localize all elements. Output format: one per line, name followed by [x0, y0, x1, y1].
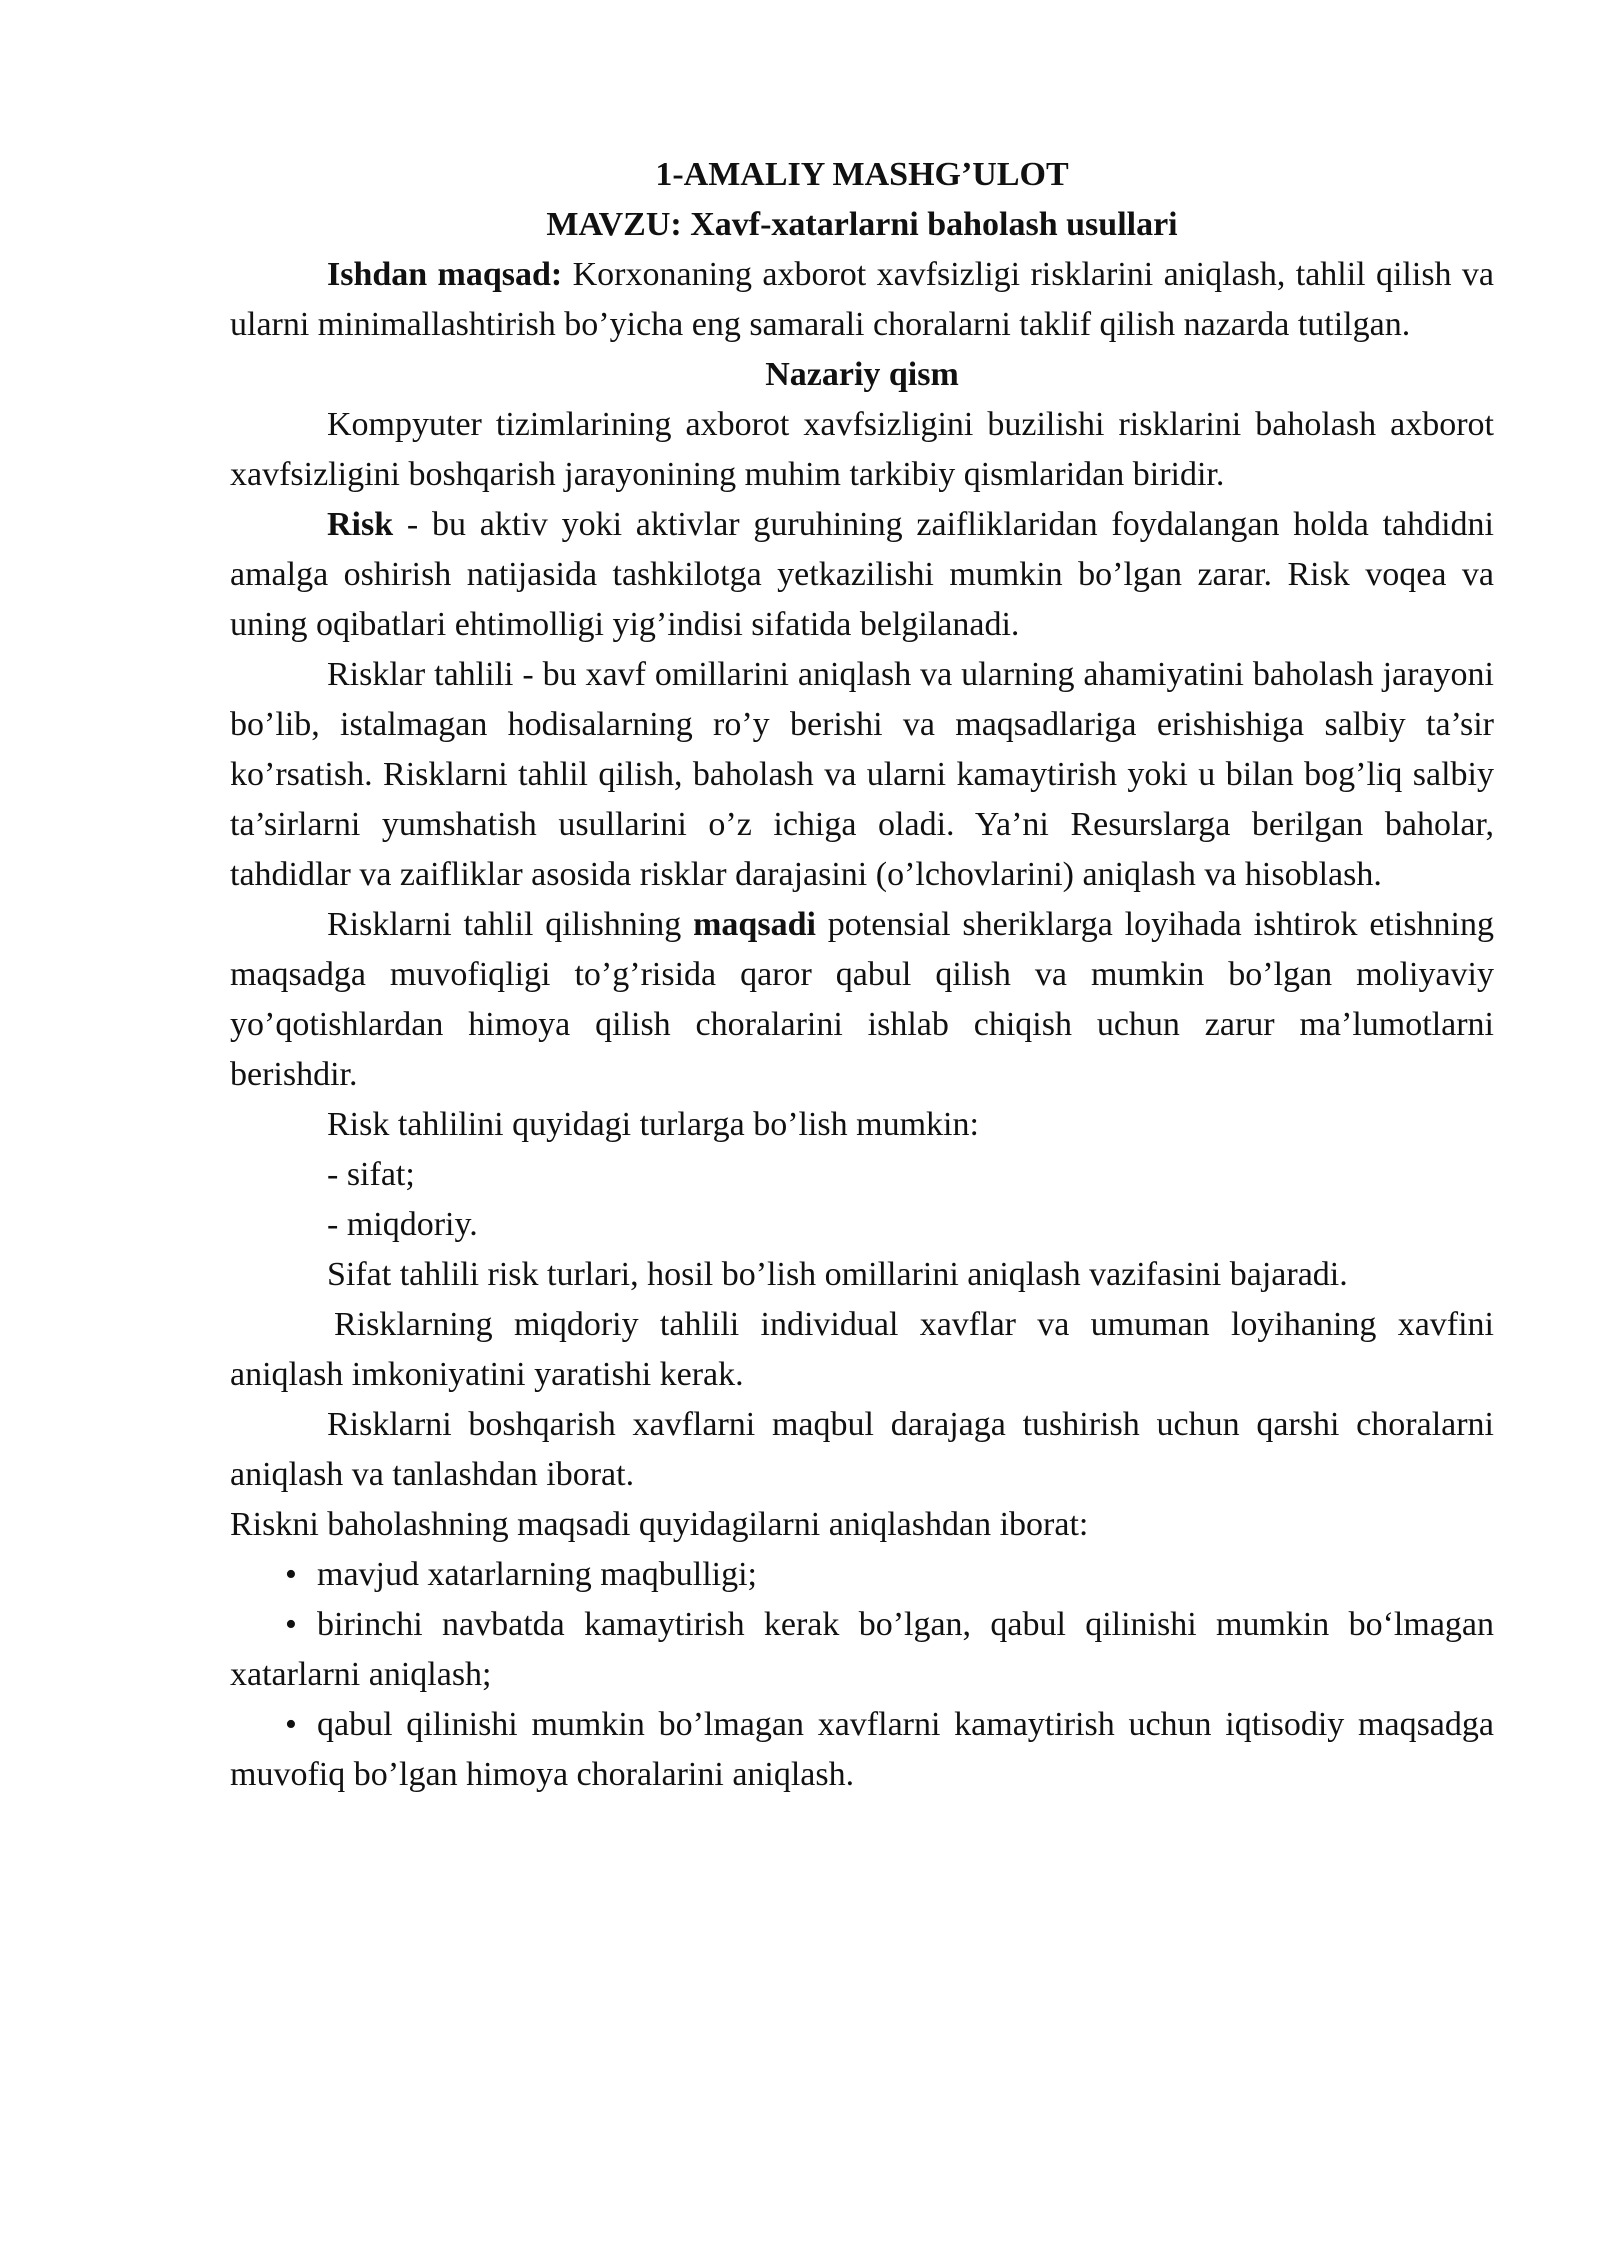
goal-paragraph [230, 250, 1494, 350]
analysis-types-intro: Risk tahlilini quyidagi turlarga bo’lish mumkin: [327, 1106, 979, 1143]
risk-definition-paragraph [230, 500, 1494, 650]
risk-term: Risk [327, 506, 394, 543]
section-heading-theory: Nazariy qism [765, 356, 959, 393]
document-topic: MAVZU: Xavf-xatarlarni baholash usullari [546, 206, 1178, 243]
analysis-purpose-rest: potensial sheriklarga loyihada ishtirok etishning maqsadga muvofiqligi to’g’risida qaror qabul qilish va mumkin bo’lgan moliyaviy yo’qotishlardan himoya qilish choralarini ishlab chiqish uchun zarur ma’lumotlarni berishdir. [230, 906, 1494, 1093]
assessment-purpose-intro: Riskni baholashning maqsadi quyidagilarni aniqlashdan iborat: [230, 1506, 1089, 1543]
list-item-text: birinchi navbatda kamaytirish kerak bo’lgan, qabul qilinishi mumkin bo‘lmagan xatarlarni aniqlash; [230, 1606, 1494, 1693]
analysis-type-quantitative: - miqdoriy. [327, 1206, 478, 1243]
bullet-icon: • [285, 1606, 297, 1643]
list-item-text: mavjud xatarlarning maqbulligi; [317, 1556, 758, 1593]
list-item-text: qabul qilinishi mumkin bo’lmagan xavflarni kamaytirish uchun iqtisodiy maqsadga muvofiq bo’lgan himoya choralarini aniqlash. [230, 1706, 1494, 1793]
analysis-type-qualitative: - sifat; [327, 1156, 415, 1193]
analysis-purpose-start: Risklarni tahlil qilishning [327, 906, 694, 943]
bullet-icon: • [285, 1706, 297, 1743]
analysis-purpose-paragraph [230, 900, 1494, 1100]
goal-text: Korxonaning axborot xavfsizligi risklarini aniqlash, tahlil qilish va ularni minimallashtirish bo’yicha eng samarali choralarni taklif qilish nazarda tutilgan. [230, 256, 1494, 343]
risk-definition-text: - bu aktiv yoki aktivlar guruhining zaifliklaridan foydalangan holda tahdidni amalga oshirish natijasida tashkilotga yetkazilishi mumkin bo’lgan zarar. Risk voqea va uning oqibatlari ehtimolligi yig’indisi sifatida belgilanadi. [230, 506, 1494, 643]
list-item [230, 1550, 1494, 1600]
qualitative-analysis-paragraph: Sifat tahlili risk turlari, hosil bo’lish omillarini aniqlash vazifasini bajaradi. [327, 1256, 1348, 1293]
analysis-purpose-term: maqsadi [693, 906, 816, 943]
list-item [230, 1600, 1494, 1700]
goal-label: Ishdan maqsad: [327, 256, 563, 293]
document-body [230, 150, 1494, 1800]
risk-management-paragraph: Risklarni boshqarish xavflarni maqbul darajaga tushirish uchun qarshi choralarni aniqlash va tanlashdan iborat. [230, 1406, 1494, 1493]
bullet-icon: • [285, 1556, 297, 1593]
document-title: 1-AMALIY MASHG’ULOT [655, 156, 1069, 193]
risk-analysis-paragraph: Risklar tahlili - bu xavf omillarini aniqlash va ularning ahamiyatini baholash jarayoni bo’lib, istalmagan hodisalarning ro’y berishi va maqsadlariga erishishiga salbiy ta’sir ko’rsatish. Risklarni tahlil qilish, baholash va ularni kamaytirish yoki u bilan bog’liq salbiy ta’sirlarni yumshatish usullarini o’z ichiga oladi. Ya’ni Resurslarga berilgan baholar, tahdidlar va zaifliklar asosida risklar darajasini (o’lchovlarini) aniqlash va hisoblash. [230, 656, 1494, 893]
quantitative-analysis-paragraph: Risklarning miqdoriy tahlili individual xavflar va umuman loyihaning xavfini aniqlash imkoniyatini yaratishi kerak. [230, 1306, 1494, 1393]
list-item [230, 1700, 1494, 1800]
theory-paragraph-1: Kompyuter tizimlarining axborot xavfsizligini buzilishi risklarini baholash axborot xavfsizligini boshqarish jarayonining muhim tarkibiy qismlaridan biridir. [230, 406, 1494, 493]
